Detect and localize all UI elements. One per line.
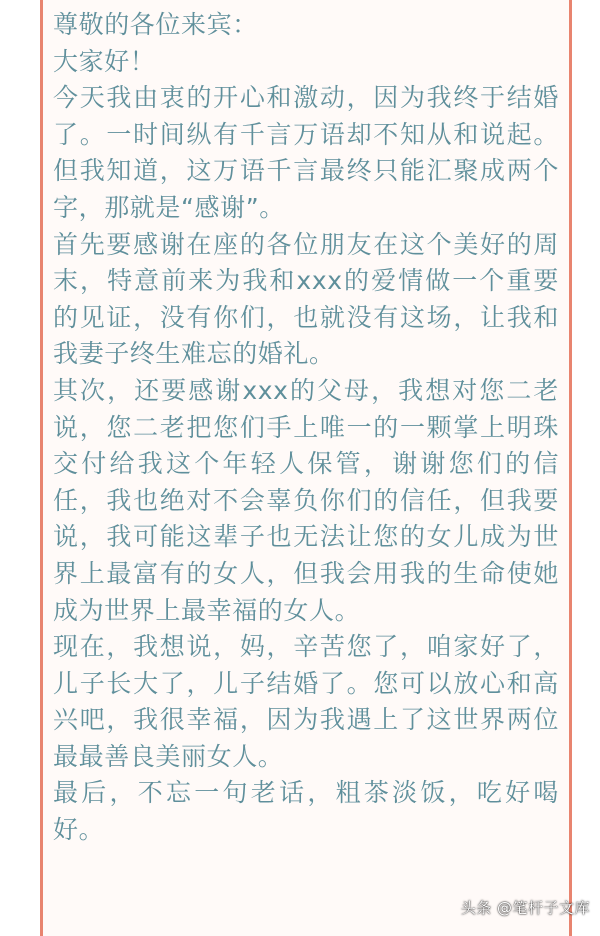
- salutation: 尊敬的各位来宾：: [53, 10, 258, 39]
- paragraph-closing: 最后，不忘一句老话，粗茶淡饭，吃好喝好。: [53, 778, 559, 845]
- greeting: 大家好！: [53, 46, 156, 76]
- paragraph-mother: 现在，我想说，妈，辛苦您了，咱家好了，儿子长大了，儿子结婚了。您可以放心和高兴吧，我很幸福，因为我遇上了这世界两位最最善良美丽女人。: [53, 632, 559, 771]
- paragraph-thanks-friends: 首先要感谢在座的各位朋友在这个美好的周末，特意前来为我和xxx的爱情做一个重要的见证，没有你们，也就没有这场，让我和我妻子终生难忘的婚礼。: [53, 229, 559, 369]
- watermark: 头条 @笔杆子文库: [460, 899, 590, 917]
- speech-text: [53, 7, 559, 849]
- paragraph-thanks-parents: 其次，还要感谢xxx的父母，我想对您二老说，您二老把您们手上唯一的一颗掌上明珠交付给我这个年轻人保管，谢谢您们的信任，我也绝对不会辜负你们的信任，但我要说，我可能这辈子也无法让您的女儿成为世界上最富有的女人，但我会用我的生命使她成为世界上最幸福的女人。: [53, 375, 559, 625]
- paragraph-opening: 今天我由衷的开心和激动，因为我终于结婚了。一时间纵有千言万语却不知从和说起。但我知道，这万语千言最终只能汇聚成两个字，那就是“感谢”。: [53, 83, 559, 222]
